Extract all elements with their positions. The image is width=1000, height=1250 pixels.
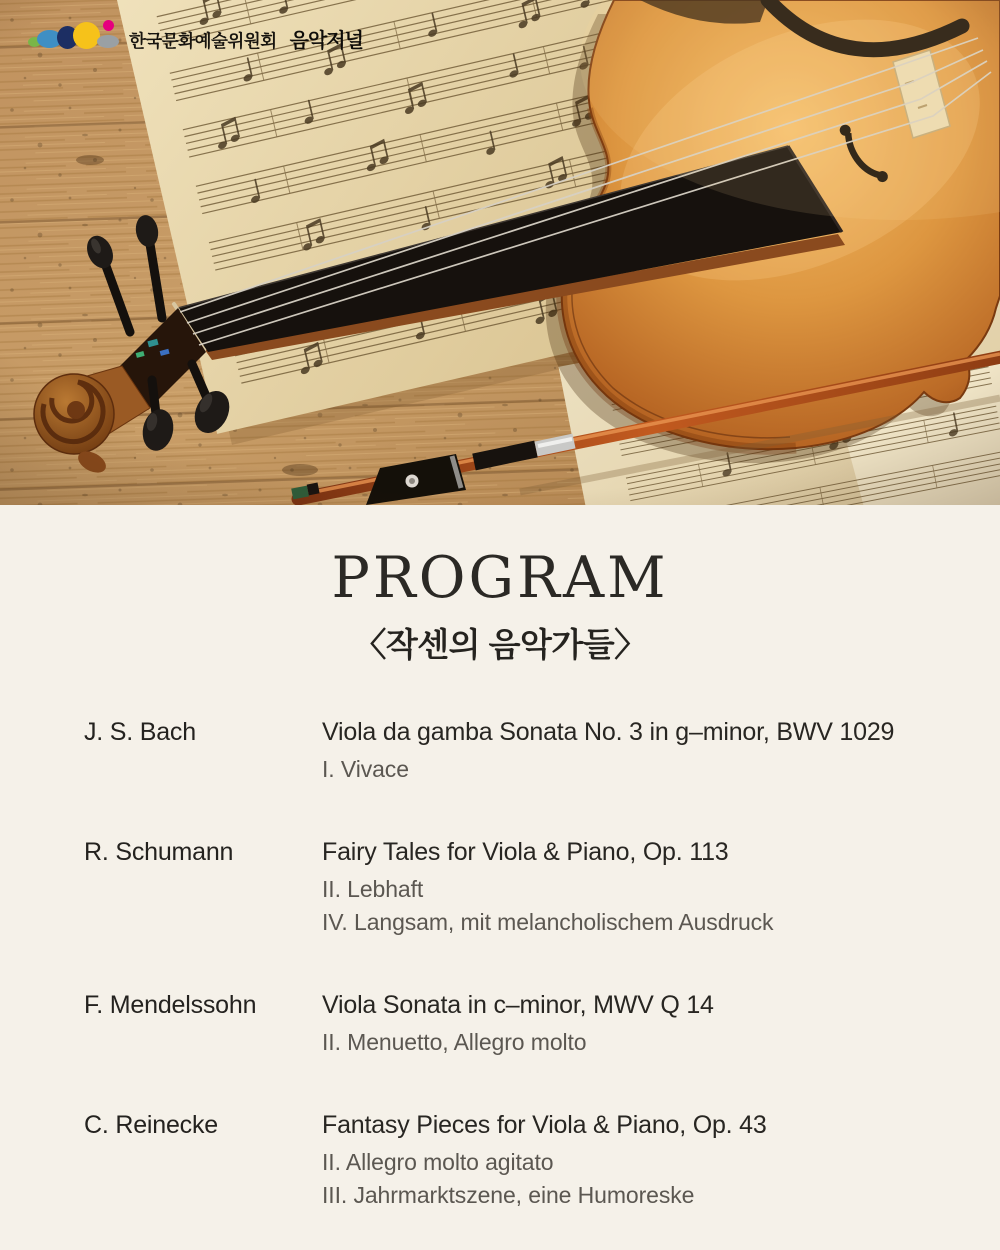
program-item — [84, 835, 960, 939]
work-block — [322, 988, 960, 1059]
movement-list — [322, 873, 960, 939]
program-list — [0, 715, 1000, 1212]
work-block — [322, 1108, 960, 1212]
composer-name: C. Reinecke — [84, 1111, 218, 1139]
arts-council-logo-icon — [26, 20, 116, 56]
movement: II. Lebhaft — [322, 876, 424, 902]
movement: II. Menuetto, Allegro molto — [322, 1029, 587, 1055]
work-block — [322, 715, 960, 786]
logo-dot-gray — [97, 35, 119, 48]
violin-photo-art — [0, 0, 1000, 505]
page-title: PROGRAM — [331, 545, 669, 611]
work-title: Viola da gamba Sonata No. 3 in g–minor, BWV 1029 — [322, 718, 895, 746]
program-item — [84, 1108, 960, 1212]
movement-list — [322, 1026, 960, 1059]
work-block — [322, 835, 960, 939]
program-section — [0, 505, 1000, 1250]
work-title: Viola Sonata in c–minor, MWV Q 14 — [322, 991, 714, 1019]
movement: II. Allegro molto agitato — [322, 1149, 554, 1175]
logo-dot-pink — [103, 20, 114, 31]
movement: IV. Langsam, mit melancholischem Ausdruck — [322, 909, 774, 935]
logo-brand-name: 음악저널 — [289, 30, 363, 52]
hero-photo — [0, 0, 1000, 505]
arts-council-music-journal-logo — [26, 20, 363, 56]
logo-org-name: 한국문화예술위원회 — [129, 30, 277, 51]
movement: I. Vivace — [322, 756, 409, 782]
work-title: Fairy Tales for Viola & Piano, Op. 113 — [322, 838, 729, 866]
work-title: Fantasy Pieces for Viola & Piano, Op. 43 — [322, 1111, 767, 1139]
program-subtitle: 〈작센의 음악가들〉 — [353, 626, 647, 663]
movement-list — [322, 753, 960, 786]
composer-name: F. Mendelssohn — [84, 991, 257, 1019]
movement: III. Jahrmarktszene, eine Humoreske — [322, 1182, 695, 1208]
program-item — [84, 715, 960, 786]
composer-name: J. S. Bach — [84, 718, 196, 746]
movement-list — [322, 1146, 960, 1212]
composer-name: R. Schumann — [84, 838, 234, 866]
program-item — [84, 988, 960, 1059]
logo-dot-yellow — [73, 22, 100, 49]
